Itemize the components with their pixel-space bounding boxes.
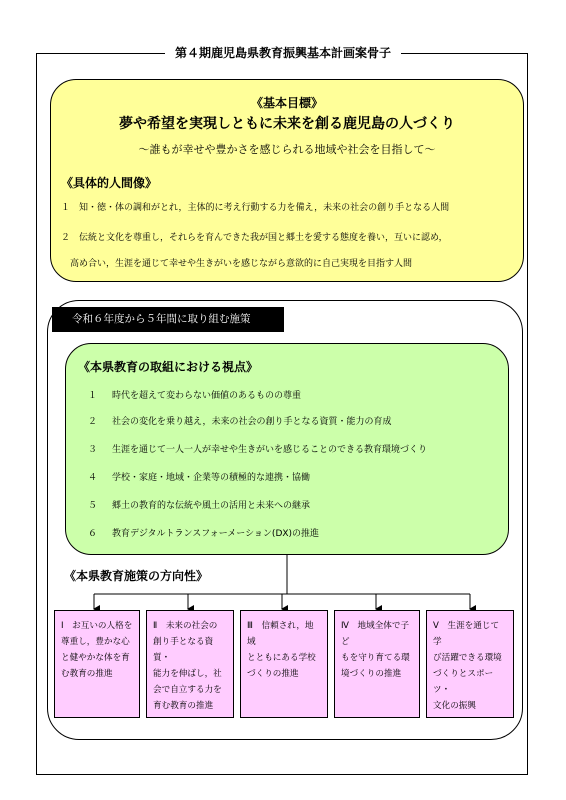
basic-goal-main: 夢や希望を実現しともに未来を創る鹿児島の人づくり — [119, 116, 455, 132]
viewpoint-text: 学校・家庭・地域・企業等の積極的な連携・協働 — [112, 473, 311, 483]
viewpoint-text: 社会の変化を乗り越え，未来の社会の創り手となる資質・能力の育成 — [112, 417, 392, 427]
direction-line: 境づくりの推進 — [341, 669, 402, 679]
viewpoint-text: 教育デジタルトランスフォーメーション(DX)の推進 — [112, 529, 320, 539]
policy-period-label: 令和６年度から５年間に取り組む施策 — [52, 307, 284, 332]
viewpoints-heading: 《本県教育の取組における視点》 — [78, 360, 259, 374]
direction-box-2 — [146, 610, 234, 718]
viewpoint-number: ４ — [88, 473, 98, 483]
direction-line: 創り手となる資質・ — [153, 637, 214, 663]
direction-line: Ⅱ 未来の社会の — [153, 621, 218, 631]
viewpoint-number: ２ — [88, 417, 98, 427]
ideal-person-line: 高め合い，生涯を通じて幸せや生きがいを感じながら意欲的に自己実現を目指す人間 — [61, 259, 413, 269]
direction-line: Ⅴ 生涯を通じて学 — [433, 621, 500, 647]
direction-box-3 — [240, 610, 328, 718]
document-title: 第４期鹿児島県教育振興基本計画案骨子 — [165, 46, 401, 60]
viewpoint-text: 生涯を通じて一人一人が幸せや生きがいを感じることのできる教育環境づくり — [112, 445, 428, 455]
direction-line: Ⅰ お互いの人格を — [61, 621, 133, 631]
direction-line: む教育の推進 — [61, 669, 113, 679]
basic-goal-heading: 《基本目標》 — [250, 96, 323, 110]
directions-heading: 《本県教育施策の方向性》 — [64, 569, 209, 583]
ideal-person-line: １ 知・徳・体の調和がとれ，主体的に考え行動する力を備え，未来の社会の創り手となる人間 — [61, 203, 450, 213]
ideal-person-heading: 《具体的人間像》 — [61, 176, 158, 190]
basic-goal-subtitle: ～誰もが幸せや豊かさを感じられる地域や社会を目指して～ — [138, 143, 436, 156]
direction-line: もを守り育てる環 — [341, 653, 410, 663]
direction-line: 能力を伸ばし，社 — [153, 669, 222, 679]
direction-line: び活躍できる環境 — [433, 653, 502, 663]
viewpoint-number: ３ — [88, 445, 98, 455]
direction-box-4 — [334, 610, 420, 718]
direction-line: づくりとスポーツ・ — [433, 669, 494, 695]
viewpoint-number: ６ — [88, 529, 98, 539]
viewpoint-text: 郷土の教育的な伝統や風土の活用と未来への継承 — [112, 501, 311, 511]
viewpoint-number: ５ — [88, 501, 98, 511]
direction-line: 文化の振興 — [433, 701, 476, 711]
direction-box-1 — [54, 610, 140, 718]
viewpoint-text: 時代を超えて変わらない価値のあるものの尊重 — [112, 391, 302, 401]
direction-box-5 — [426, 610, 514, 718]
direction-line: 育む教育の推進 — [153, 701, 214, 711]
direction-line: 会で自立する力を — [153, 685, 222, 695]
direction-line: とともにある学校 — [247, 653, 316, 663]
direction-line: Ⅳ 地域全体で子ど — [341, 621, 410, 647]
ideal-person-line: ２ 伝統と文化を尊重し，それらを育んできた我が国と郷土を愛する態度を養い，互いに認め， — [61, 233, 448, 243]
direction-line: 尊重し，豊かな心 — [61, 637, 130, 647]
direction-line: づくりの推進 — [247, 669, 299, 679]
direction-line: と健やかな体を育 — [61, 653, 130, 663]
viewpoint-number: １ — [88, 391, 98, 401]
direction-line: Ⅲ 信頼され，地域 — [247, 621, 314, 647]
